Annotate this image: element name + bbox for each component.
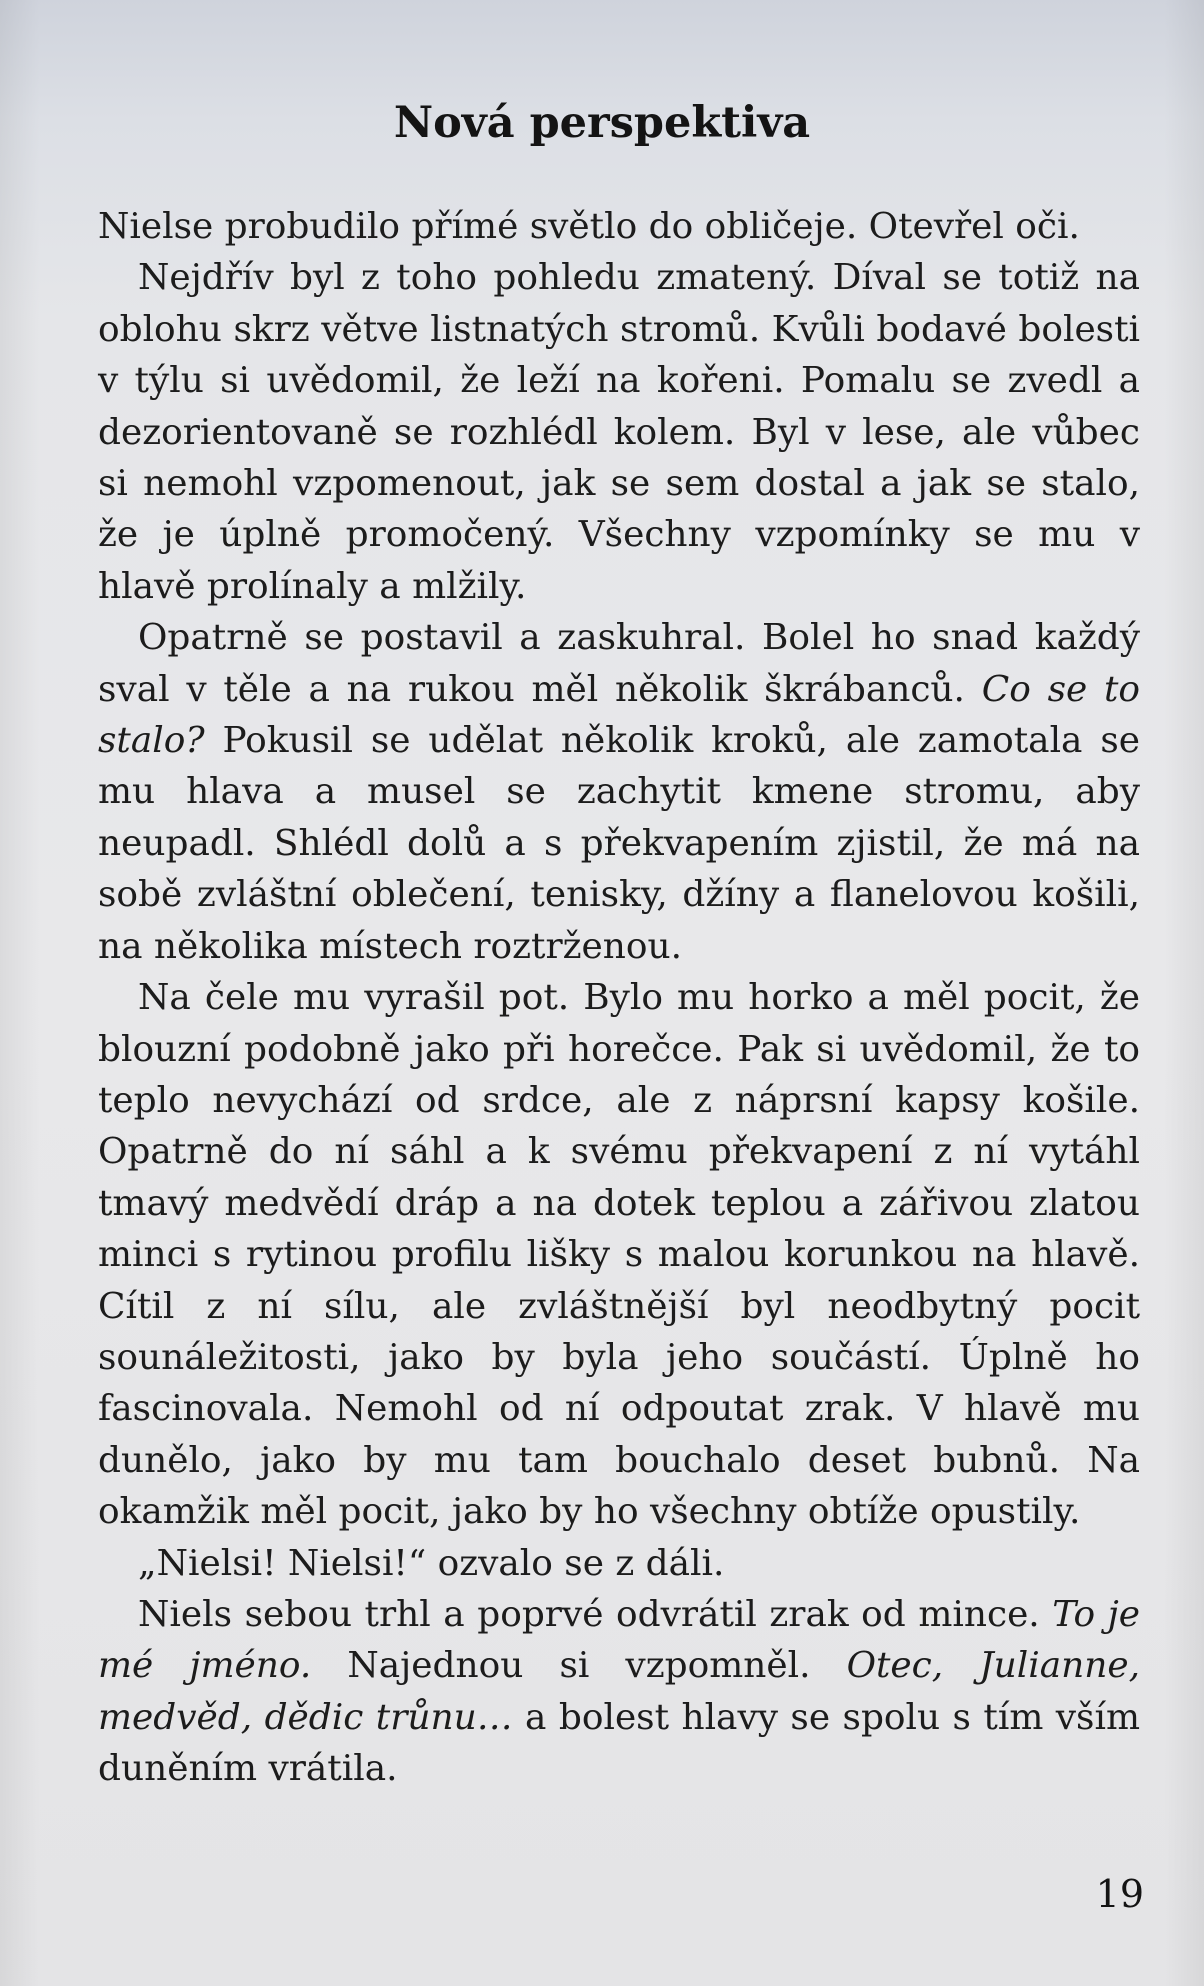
text-run: Na čele mu vyrašil pot. Bylo mu horko a měl pocit, že blouzní podobně jako při horečce. Pak si uvědomil, že to teplo nevychází od srdce, ale z náprsní kapsy košile. Opatrně do ní sáhl a k svému překvapení z ní vytáhl tmavý medvědí dráp a na dotek teplou a zářivou zlatou minci s rytinou profilu lišky s malou korunkou na hlavě. Cítil z ní sílu, ale zvláštnější byl neodbytný pocit sounáležitosti, jako by byla jeho součástí. Úplně ho fascinovala. Nemohl od ní odpoutat zrak. V hlavě mu dunělo, jako by mu tam bouchalo deset bubnů. Na okamžik měl pocit, jako by ho všechny obtíže opustily.: [98, 977, 1140, 1533]
paragraph: [98, 612, 1140, 972]
page-shadow-left: [0, 0, 40, 1986]
paragraph: [98, 972, 1140, 1537]
text-run: Pokusil se udělat několik kroků, ale zamotala se mu hlava a musel se zachytit kmene stromu, aby neupadl. Shlédl dolů a s překvapením zjistil, že má na sobě zvláštní oblečení, tenisky, džíny a flanelovou košili, na několika místech roztrženou.: [98, 720, 1140, 967]
text-run: Najednou si vzpomněl.: [311, 1645, 847, 1687]
paragraph: [98, 1538, 1140, 1589]
paragraph: [98, 1589, 1140, 1795]
text-run: Opatrně se postavil a zaskuhral. Bolel ho snad každý sval v těle a na rukou měl několik škrábanců.: [98, 617, 1140, 710]
text-run: Niels sebou trhl a poprvé odvrátil zrak od mince.: [138, 1593, 1053, 1635]
italic-text: Otec, Julianne, medvěd, dědic trůnu…: [98, 1645, 1141, 1738]
paragraph: [98, 201, 1140, 252]
text-run: Nejdřív byl z toho pohledu zmatený. Díval se totiž na oblohu skrz větve listnatých stromů. Kvůli bodavé bolesti v týlu si uvědomil, že leží na kořeni. Pomalu se zvedl a dezorientovaně se rozhlédl kolem. Byl v lese, ale vůbec si nemohl vzpomenout, jak se sem dostal a jak se stalo, že je úplně promočený. Všechny vzpomínky se mu v hlavě prolínaly a mlžily.: [98, 257, 1140, 607]
italic-text: Co se to stalo?: [98, 668, 1141, 762]
text-run: Nielse probudilo přímé světlo do obličeje. Otevřel oči.: [98, 206, 1080, 247]
page-number: 19: [1095, 1872, 1144, 1916]
text-run: a bolest hlavy se spolu s tím vším duněním vrátila.: [98, 1696, 1140, 1790]
chapter-body: [98, 201, 1140, 1795]
paragraph: [98, 252, 1140, 612]
italic-text: To je mé jméno.: [98, 1593, 1140, 1687]
text-run: „Nielsi! Nielsi!“ ozvalo se z dáli.: [138, 1542, 725, 1584]
chapter-title: Nová perspektiva: [393, 98, 811, 148]
page-shadow-right: [1164, 0, 1204, 1986]
